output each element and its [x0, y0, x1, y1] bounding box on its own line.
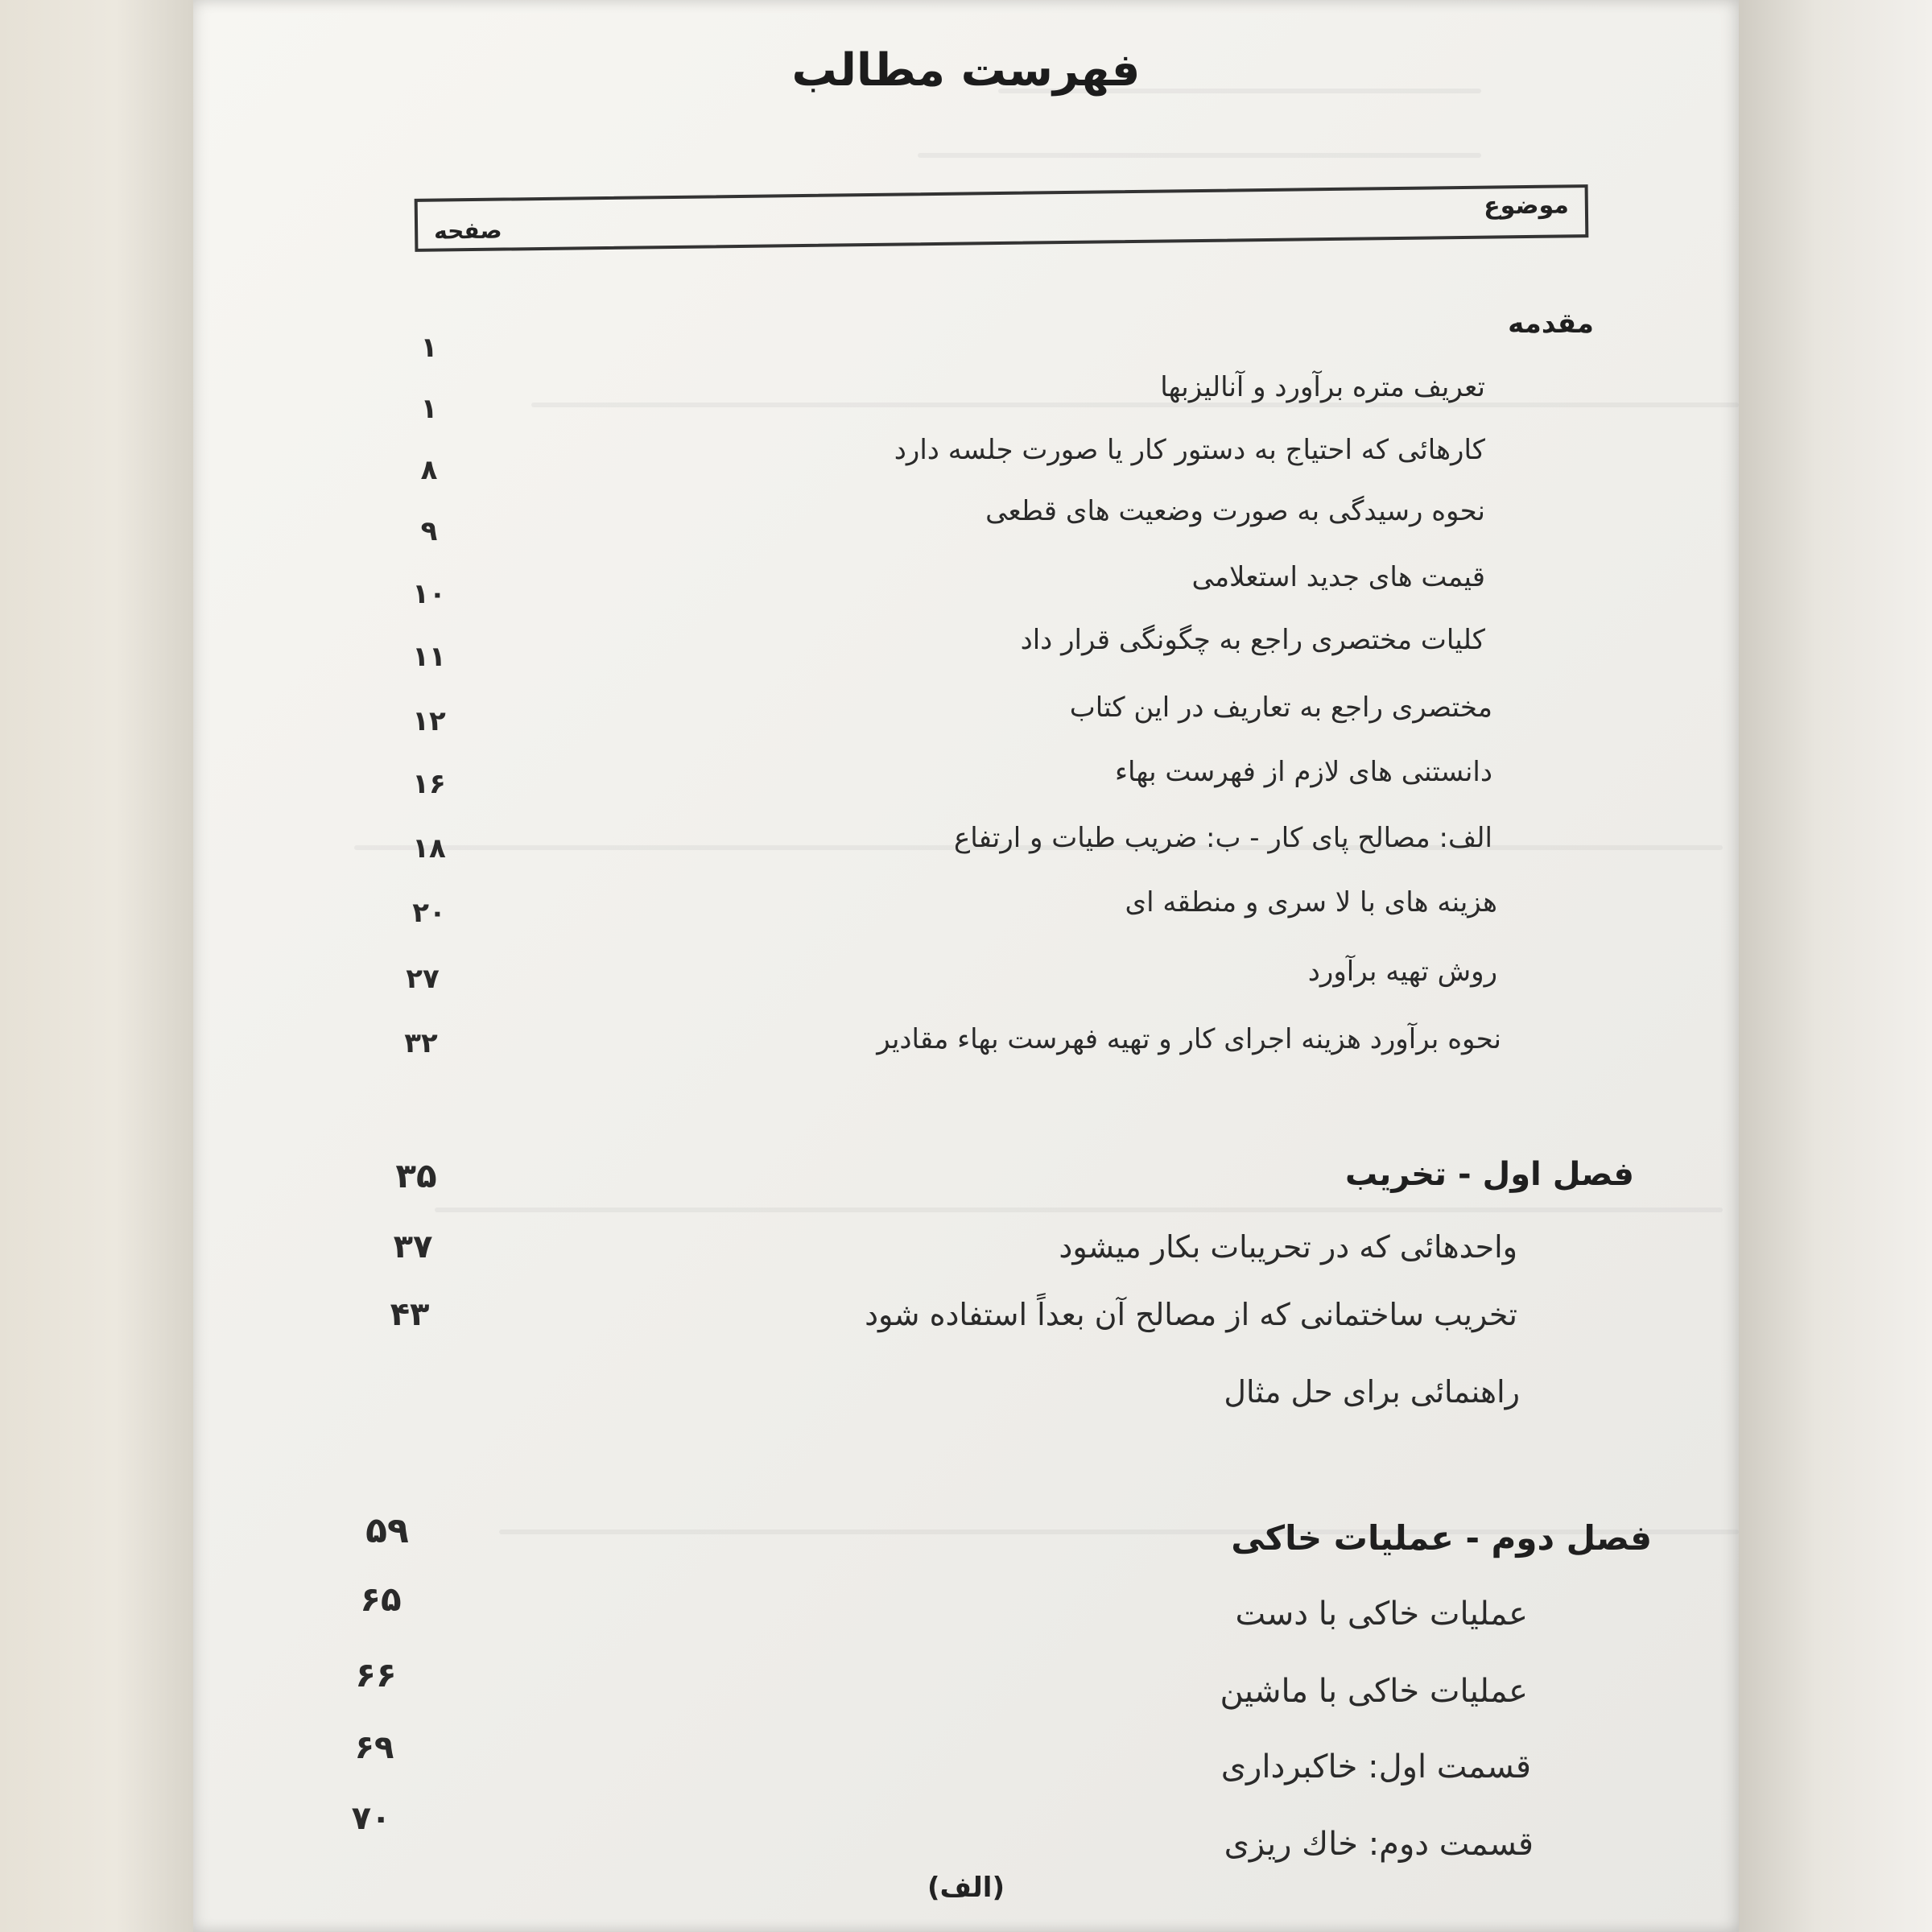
toc-entry: روش تهیه برآورد: [1307, 956, 1497, 988]
document-page: [193, 0, 1739, 1932]
toc-entry-page: ۶۵: [360, 1579, 402, 1619]
page-footer-label: (الف): [927, 1872, 1005, 1904]
toc-entry-page: ۱۸: [412, 832, 446, 865]
toc-entry-page: ۱: [420, 393, 438, 425]
toc-entry: مختصری راجع به تعاریف در این کتاب: [1069, 691, 1492, 724]
toc-header-box: [415, 184, 1589, 252]
toc-entry: هزینه های با لا سری و منطقه ای: [1125, 886, 1497, 919]
toc-entry: نحوه رسیدگی به صورت وضعیت های قطعی: [985, 495, 1485, 527]
section-page-chapter-2: ۵۹: [365, 1510, 409, 1551]
toc-entry: عملیات خاکی با ماشین: [1220, 1673, 1528, 1710]
toc-entry: واحدهائی که در تحریبات بکار میشود: [1059, 1229, 1517, 1265]
toc-entry-page: ۱۲: [412, 705, 446, 737]
toc-entry-page: ۲۷: [406, 963, 440, 995]
toc-entry: قیمت های جدید استعلامی: [1191, 561, 1485, 593]
toc-entry-page: ۳۲: [404, 1027, 438, 1059]
toc-entry-page: ۴۳: [390, 1296, 430, 1333]
page-column-label: صفحه: [433, 217, 502, 245]
toc-entry: تخریب ساختمانی که از مصالح آن بعداً استفاده شود: [865, 1297, 1517, 1332]
toc-entry: نحوه برآورد هزینه اجرای کار و تهیه فهرست بهاء مقادیر: [877, 1023, 1501, 1055]
toc-entry: قسمت اول: خاکبرداری: [1220, 1748, 1531, 1785]
toc-entry: عملیات خاکی با دست: [1235, 1596, 1528, 1633]
bleed-through-line: [531, 402, 1739, 407]
toc-entry-page: ۱۶: [412, 768, 446, 800]
toc-entry: الف: مصالح پای کار - ب: ضریب طیات و ارتفاع: [954, 822, 1492, 854]
toc-entry-page: ۷۰: [351, 1800, 391, 1837]
toc-entry-page: ۹: [420, 515, 438, 547]
page-title: فهرست مطالب: [791, 44, 1141, 97]
toc-entry-page: ۳۷: [393, 1228, 433, 1265]
toc-entry-page: ۶۶: [355, 1655, 397, 1695]
section-title-chapter-1: فصل اول - تخریب: [1344, 1156, 1634, 1193]
toc-entry: کلیات مختصری راجع به چگونگی قرار داد: [1020, 624, 1485, 656]
toc-entry: کارهائی که احتیاج به دستور کار یا صورت جلسه دارد: [894, 434, 1485, 466]
toc-entry: قسمت دوم: خاك ریزی: [1224, 1826, 1534, 1863]
toc-entry: تعریف متره برآورد و آنالیزبها: [1160, 371, 1485, 403]
toc-entry-page: ۲۰: [412, 897, 446, 929]
subject-column-label: موضوع: [1483, 191, 1570, 221]
section-page-chapter-1: ۳۵: [395, 1156, 437, 1195]
section-title-chapter-2: فصل دوم - عملیات خاکی: [1231, 1518, 1652, 1558]
toc-entry-page: ۱۰: [412, 578, 446, 610]
bleed-through-line: [918, 153, 1481, 158]
toc-entry-page: ۶۹: [354, 1729, 394, 1766]
left-background: [0, 0, 193, 1932]
toc-entry-page: ۱۱: [412, 641, 446, 673]
section-page-intro: ۱: [420, 332, 438, 364]
bleed-through-line: [435, 1208, 1723, 1212]
toc-entry: دانستنی های لازم از فهرست بهاء: [1115, 756, 1492, 788]
toc-entry-page: ۸: [420, 454, 438, 486]
toc-entry: راهنمائی برای حل مثال: [1224, 1374, 1520, 1410]
right-background: [1739, 0, 1932, 1932]
section-title-intro: مقدمه: [1508, 308, 1594, 340]
